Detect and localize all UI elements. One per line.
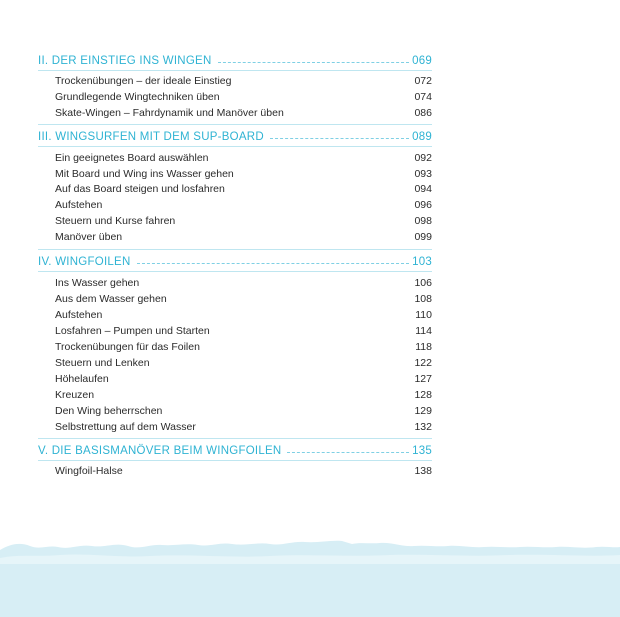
section-page-number: 103: [412, 256, 432, 268]
section-heading[interactable]: [38, 53, 432, 69]
entry-page-number: 127: [414, 373, 432, 385]
toc-entry[interactable]: [55, 292, 432, 306]
entry-page-number: 129: [414, 405, 432, 417]
section-divider: [38, 146, 432, 147]
toc-entry[interactable]: [55, 182, 432, 196]
section-heading[interactable]: [38, 443, 432, 459]
dot-leader: [137, 263, 410, 264]
toc-entry[interactable]: [55, 464, 432, 478]
entry-page-number: 138: [414, 465, 432, 477]
toc-entry[interactable]: [55, 214, 432, 228]
toc-entry[interactable]: [55, 90, 432, 104]
entry-page-number: 122: [414, 357, 432, 369]
water-highlight: [0, 555, 620, 564]
entry-page-number: 093: [414, 168, 432, 180]
section-title: III. WINGSURFEN MIT DEM SUP-BOARD: [38, 131, 264, 143]
toc-entry[interactable]: [55, 324, 432, 338]
entry-title: Skate-Wingen – Fahrdynamik und Manöver üben: [55, 107, 284, 119]
entry-page-number: 099: [414, 231, 432, 243]
entry-title: Steuern und Lenken: [55, 357, 150, 369]
entry-title: Trockenübungen für das Foilen: [55, 341, 200, 353]
entry-title: Losfahren – Pumpen und Starten: [55, 325, 210, 337]
entry-title: Den Wing beherrschen: [55, 405, 163, 417]
dot-leader: [218, 62, 410, 63]
toc-entry[interactable]: [55, 106, 432, 120]
toc-entry[interactable]: [55, 372, 432, 386]
toc-entry[interactable]: [55, 404, 432, 418]
entry-page-number: 096: [414, 199, 432, 211]
section-divider: [38, 460, 432, 461]
water-shape: [0, 541, 620, 617]
section-divider: [38, 438, 432, 439]
toc-entry[interactable]: [55, 276, 432, 290]
section-page-number: 135: [412, 445, 432, 457]
section-heading[interactable]: [38, 254, 432, 270]
entry-title: Aufstehen: [55, 309, 103, 321]
entry-page-number: 108: [414, 293, 432, 305]
section-divider: [38, 249, 432, 250]
entry-title: Grundlegende Wingtechniken üben: [55, 91, 220, 103]
entry-page-number: 098: [414, 215, 432, 227]
section-divider: [38, 271, 432, 272]
toc-entry[interactable]: [55, 230, 432, 244]
entry-title: Wingfoil-Halse: [55, 465, 123, 477]
entry-page-number: 086: [414, 107, 432, 119]
section-title: IV. WINGFOILEN: [38, 256, 131, 268]
toc-entry[interactable]: [55, 151, 432, 165]
entry-page-number: 118: [415, 341, 432, 353]
entry-title: Ins Wasser gehen: [55, 277, 140, 289]
entry-title: Kreuzen: [55, 389, 95, 401]
dot-leader: [270, 138, 409, 139]
dot-leader: [287, 452, 409, 453]
entry-page-number: 094: [414, 183, 432, 195]
section-divider: [38, 124, 432, 125]
entry-title: Ein geeignetes Board auswählen: [55, 152, 209, 164]
water-illustration: [0, 520, 620, 617]
entry-title: Trockenübungen – der ideale Einstieg: [55, 75, 232, 87]
section-heading[interactable]: [38, 129, 432, 145]
toc-entry[interactable]: [55, 388, 432, 402]
entry-title: Mit Board und Wing ins Wasser gehen: [55, 168, 234, 180]
toc-entry[interactable]: [55, 167, 432, 181]
toc-entry[interactable]: [55, 74, 432, 88]
entry-title: Auf das Board steigen und losfahren: [55, 183, 225, 195]
entry-page-number: 074: [414, 91, 432, 103]
entry-title: Höhelaufen: [55, 373, 109, 385]
section-title: II. DER EINSTIEG INS WINGEN: [38, 55, 212, 67]
toc-entry[interactable]: [55, 356, 432, 370]
entry-page-number: 092: [414, 152, 432, 164]
section-divider: [38, 70, 432, 71]
entry-title: Aus dem Wasser gehen: [55, 293, 167, 305]
section-title: V. DIE BASISMANÖVER BEIM WINGFOILEN: [38, 445, 282, 457]
entry-page-number: 114: [415, 325, 432, 337]
section-page-number: 089: [412, 131, 432, 143]
toc-entry[interactable]: [55, 340, 432, 354]
entry-page-number: 106: [414, 277, 432, 289]
entry-page-number: 132: [414, 421, 432, 433]
entry-title: Manöver üben: [55, 231, 123, 243]
entry-title: Aufstehen: [55, 199, 103, 211]
toc-entry[interactable]: [55, 198, 432, 212]
entry-page-number: 110: [415, 309, 432, 321]
entry-title: Steuern und Kurse fahren: [55, 215, 176, 227]
entry-page-number: 072: [414, 75, 432, 87]
entry-page-number: 128: [414, 389, 432, 401]
section-page-number: 069: [412, 55, 432, 67]
toc-entry[interactable]: [55, 308, 432, 322]
entry-title: Selbstrettung auf dem Wasser: [55, 421, 196, 433]
toc-entry[interactable]: [55, 420, 432, 434]
